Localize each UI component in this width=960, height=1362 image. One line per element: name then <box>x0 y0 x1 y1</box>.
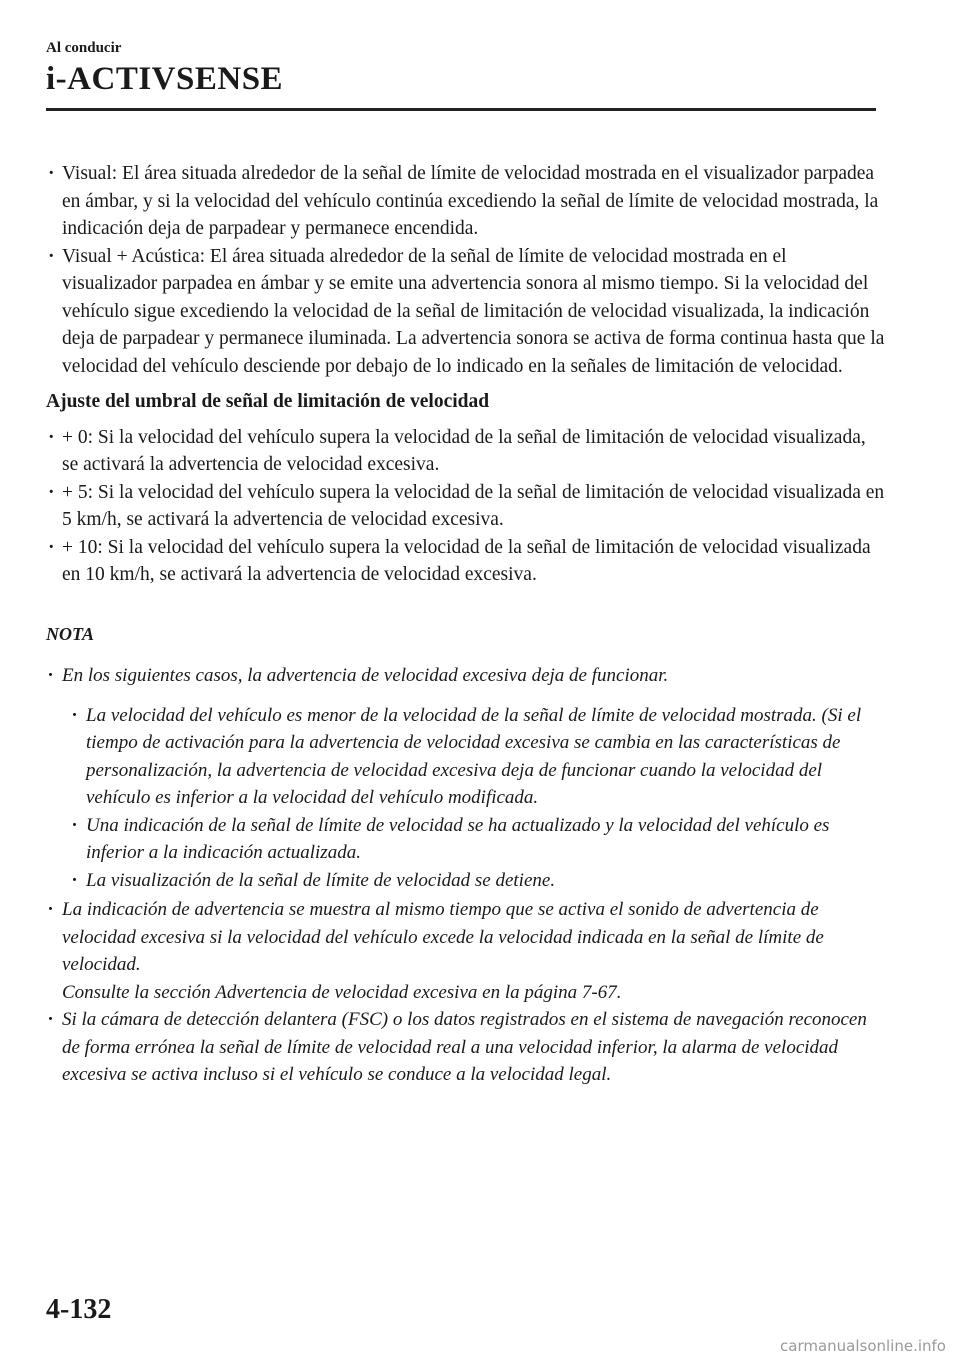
note-case-item: · La visualización de la señal de límite de velocidad se detiene. <box>70 867 886 895</box>
note-intro: · En los siguientes casos, la advertencia de velocidad excesiva deja de funcionar. <box>46 662 886 690</box>
warning-type-list <box>46 160 886 380</box>
section-label: Al conducir <box>46 40 122 56</box>
threshold-item-10: · + 10: Si la velocidad del vehículo supera la velocidad de la señal de limitación de velocidad visualizada en 10 km/h, se activará la advertencia de velocidad excesiva. <box>46 534 886 589</box>
threshold-list <box>46 424 886 589</box>
chapter-title: i-ACTIVSENSE <box>46 61 284 97</box>
note-indication-text: La indicación de advertencia se muestra al mismo tiempo que se activa el sonido de advertencia de velocidad excesiva si la velocidad del vehículo excede la velocidad indicada en la señal de límite de velocidad. <box>62 899 824 975</box>
note-camera: · Si la cámara de detección delantera (FSC) o los datos registrados en el sistema de navegación reconocen de forma errónea la señal de límite de velocidad real a una velocidad inferior, la alarma de velocidad excesiva se activa incluso si el vehículo se conduce a la velocidad legal. <box>46 1006 886 1089</box>
page-reference-link[interactable]: Consulte la sección Advertencia de velocidad excesiva en la página 7-67. <box>62 981 622 1003</box>
page-number: 4-132 <box>46 1294 112 1325</box>
page-content <box>46 160 886 1089</box>
threshold-item-0: · + 0: Si la velocidad del vehículo supera la velocidad de la señal de limitación de velocidad visualizada, se activará la advertencia de velocidad excesiva. <box>46 424 886 479</box>
threshold-heading: Ajuste del umbral de señal de limitación de velocidad <box>46 391 490 412</box>
warning-type-visual-acoustic: · Visual + Acústica: El área situada alrededor de la señal de límite de velocidad mostrada en el visualizador parpadea en ámbar y se emite una advertencia sonora al mismo tiempo. Si la velocidad del vehículo sigue excediendo la velocidad de la señal de limitación de velocidad visualizada, la indicación deja de parpadear y permanece iluminada. La advertencia sonora se activa de forma continua hasta que la velocidad del vehículo desciende por debajo de lo indicado en la señales de limitación de velocidad. <box>46 243 886 381</box>
watermark: carmanualsonline.info <box>780 1337 946 1355</box>
warning-type-visual: · Visual: El área situada alrededor de la señal de límite de velocidad mostrada en el visualizador parpadea en ámbar, y si la velocidad del vehículo continúa excediendo la señal de límite de velocidad mostrada, la indicación deja de parpadear y permanece encendida. <box>46 160 886 243</box>
note-case-item: · La velocidad del vehículo es menor de la velocidad de la señal de límite de velocidad mostrada. (Si el tiempo de activación para la advertencia de velocidad excesiva se cambia en las características de personalización, la advertencia de velocidad excesiva deja de funcionar cuando la velocidad del vehículo es inferior a la velocidad del vehículo modificada. <box>70 702 886 812</box>
note-block <box>46 662 886 1089</box>
threshold-item-5: · + 5: Si la velocidad del vehículo supera la velocidad de la señal de limitación de velocidad visualizada en 5 km/h, se activará la advertencia de velocidad excesiva. <box>46 479 886 534</box>
note-case-item: · Una indicación de la señal de límite de velocidad se ha actualizado y la velocidad del vehículo es inferior a la indicación actualizada. <box>70 812 886 867</box>
note-label: NOTA <box>46 623 95 644</box>
note-indication <box>46 896 886 1006</box>
header-divider <box>46 108 876 111</box>
note-case-list <box>70 702 886 895</box>
